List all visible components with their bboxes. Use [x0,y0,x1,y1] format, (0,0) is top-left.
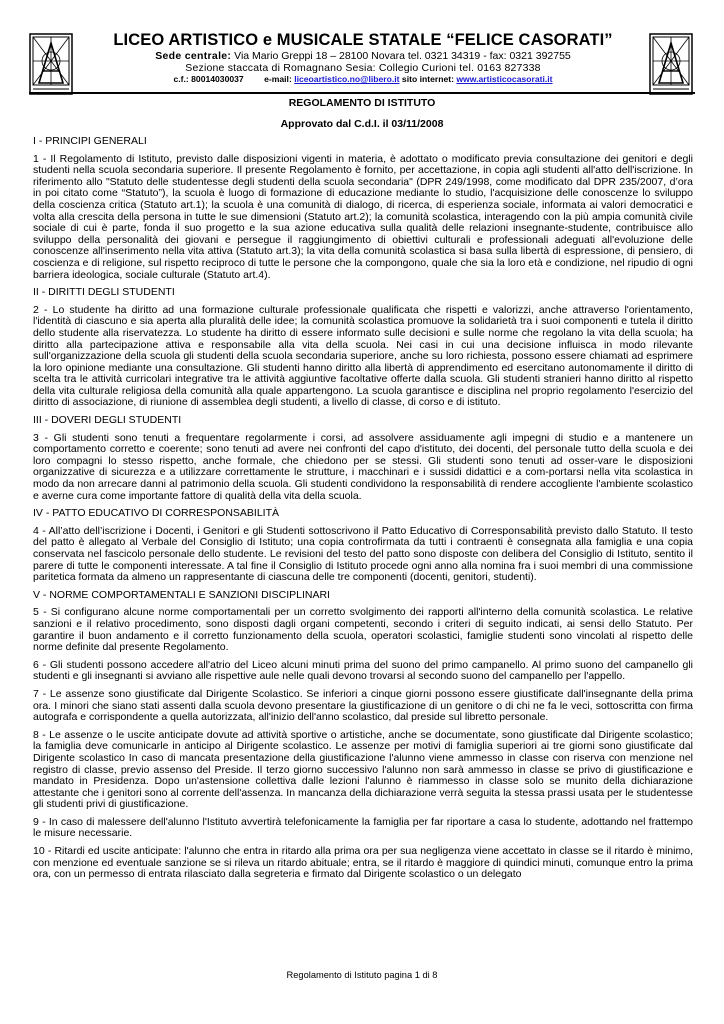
email-link[interactable]: liceoartistico.no@libero.it [294,74,400,84]
section-heading: I - PRINCIPI GENERALI [33,135,147,147]
document-title: REGOLAMENTO DI ISTITUTO [288,97,436,109]
school-logo-left [29,33,73,95]
email-label: e-mail: [264,74,292,84]
document-body [33,136,693,887]
paragraph: 6 - Gli studenti possono accedere all'atrio del Liceo alcuni minuti prima del suono del primo campanello. Al primo suono del campanello gli studenti e gli insegnanti si avviano alle rispettive aule nelle quali devono trovarsi al secondo suono del campanello per l'appello. [33,658,693,683]
paragraph: 5 - Si configurano alcune norme comportamentali per un corretto svolgimento dei rapporti all'interno della comunità scolastica. Le relative sanzioni e il relativo procedimento, sono disposti dagli organi competenti, secondo i criteri di seguito indicati, ai sensi dello Statuto. Per garantire il buon andamento e il corretto funzionamento della scuola, operatori scolastici, famiglie studenti sono vincolati al rispetto delle norme definite dal presente Regolamento. [33,606,693,654]
header-divider [29,92,695,94]
sede-line [80,50,646,62]
contacts-line [80,74,646,85]
sede-address: Via Mario Greppi 18 – 28100 Novara tel. 0321 34319 - fax: 0321 392755 [231,50,571,62]
paragraph: 9 - In caso di malessere dell'alunno l'Istituto avvertirà telefonicamente la famiglia per far riportare a casa lo studente, adottando nel frattempo le misure necessarie. [33,815,693,840]
section-heading: III - DOVERI DEGLI STUDENTI [33,414,182,427]
school-name: LICEO ARTISTICO e MUSICALE STATALE “FELICE CASORATI” [113,31,613,49]
paragraph: 1 - Il Regolamento di Istituto, previsto dalle disposizioni vigenti in materia, è adottato o modificato previa consultazione dei genitori e degli studenti nella scuola secondaria superiore. Il presente Regolamento è fornito, per accettazione, in copia agli studenti all'atto dell'iscrizione. In riferimento allo "Statuto delle studentesse degli studenti della scuola secondaria" (DPR 249/1998, come modificato dal DPR 235/2007, d’ora in poi citato come “Statuto”), la scuola è luogo di formazione di educazione mediante lo studio, l'acquisizione delle conoscenze lo sviluppo della coscienza critica (Statuto art.1); la scuola è una comunità di dialogo, di ricerca, di esperienza sociale, informata ai valori democratici e volta alla crescita della persona in tutte le sue dimensioni (Statuto art.2); la comunità scolastica, interagendo con la più ampia comunità civile sociale di cui è parte, fonda il suo progetto e la sua azione educativa sulla qualità delle relazioni insegnante-studente, contribuisce allo sviluppo della personalità dei giovani e persegue il raggiungimento di obiettivi culturali e professionali adeguati all'evoluzione delle conoscenze all'inserimento nella vita attiva (Statuto art.3); la vita della comunità scolastica si basa sulla libertà di espressione, di pensiero, di coscienza e di religione, sul rispetto reciproco di tutte le persone che la compongono, quale che sia la loro età e condizione, nel ripudio di ogni barriera ideologica, sociale culturale (Statuto art.4). [33,152,693,281]
paragraph: 4 - All’atto dell’iscrizione i Docenti, i Genitori e gli Studenti sottoscrivono il Patto Educativo di Corresponsabilità previsto dallo Statuto. Il testo del patto è allegato al Verbale del Consiglio di Istituto; una copia controfirmata da tutti i contraenti è consegnata alla famiglia e una copia conservata nel fascicolo personale dello studente. Le revisioni del testo del patto sono disposte con delibera del Consiglio di Istituto, sentito il parere di tutte le componenti interessate. A tal fine il Consiglio di Istituto procede ogni anno alla nomina fra i suoi membri di una commissione paritetica formata da almeno un rappresentante di ciascuna delle tre componenti (docenti, genitori, studenti). [33,524,693,584]
paragraph: 10 - Ritardi ed uscite anticipate: l'alunno che entra in ritardo alla prima ora per sua negligenza viene accettato in classe se il ritardo è minimo, con menzione ed eventuale sanzione se si rileva un ritardo abituale; entra, se il ritardo è maggiore di quindici minuti, comunque entro la prima ora, con un permesso di entrata rilasciato dalla segreteria e firmato dal Dirigente scolastico o un delegato [33,845,693,881]
tax-code: c.f.: 80014030037 [173,74,244,84]
paragraph: 3 - Gli studenti sono tenuti a frequentare regolarmente i corsi, ad assolvere assiduamente agli impegni di studio e a mantenere un comportamento corretto e coerente; sono tenuti ad avere nei confronti del capo d'istituto, dei docenti, del personale tutto della scuola e dei loro compagni lo stesso rispetto, anche formale, che chiedono per se stessi. Gli studenti sono tenuti ad osser-vare le disposizioni organizzative di sicurezza e a utilizzare correttamente le strutture, i macchinari e i sussidi didattici e a com-portarsi nella vita scolastica in modo da non arrecare danni al patrimonio della scuola. Gli studenti condividono la responsabilità di rendere accogliente l'ambiente scolastico e averne cura come importante fattore di qualità della vita della scuola. [33,431,693,502]
letterhead [80,31,646,85]
website-link[interactable]: www.artisticocasorati.it [456,74,553,84]
sezione-line: Sezione staccata di Romagnano Sesia: Collegio Curioni tel. 0163 827338 [185,62,541,74]
section-heading: IV - PATTO EDUCATIVO DI CORRESPONSABILITÀ [33,507,280,520]
paragraph: 8 - Le assenze o le uscite anticipate dovute ad attività sportive o artistiche, anche se documentate, sono giustificate dal Dirigente scolastico; la famiglia deve comunicarle in anticipo al Dirigente scolastico. Le assenze per motivi di famiglia superiori ai tre giorni sono giustificate dal Dirigente scolastico In caso di mancata presentazione della giustificazione l'alunno viene ammesso in classe con riserva con menzione nel registro di classe, previo assenso del Preside. Il terzo giorno successivo l'alunno non sarà ammesso in classe se privo di giustificazione e mandato in Presidenza. Dopo un'astensione collettiva dalle lezioni l'alunno è riammesso in classe solo se munito della dichiarazione attestante che i genitori sono al corrente dell'assenza. In mancanza della dichiarazione verrà seguita la stessa prassi usata per le studentesse gli studenti privi di giustificazione. [33,728,693,811]
sede-label: Sede centrale: [155,50,232,62]
school-logo-right [649,33,693,95]
section-heading: II - DIRITTI DEGLI STUDENTI [33,286,175,299]
site-label: sito internet: [401,74,454,84]
section-heading: V - NORME COMPORTAMENTALI E SANZIONI DISCIPLINARI [33,588,330,601]
page-footer: Regolamento di Istituto pagina 1 di 8 [286,970,438,980]
approval-line: Approvato dal C.d.I. il 03/11/2008 [280,118,444,130]
paragraph: 7 - Le assenze sono giustificate dal Dirigente Scolastico. Se inferiori a cinque giorni possono essere giustificate dall'insegnante della prima ora. I minori che siano stati assenti dalla scuola devono presentare la giustificazione di un genitore o di chi ne fa le veci, sottoscritta con firma autografa e corrispondente a quella autorizzata, all'inizio dell'anno scolastico, dal preside sul libretto personale. [33,687,693,724]
paragraph: 2 - Lo studente ha diritto ad una formazione culturale professionale qualificata che rispetti e valorizzi, anche attraverso l'orientamento, l'identità di ciascuno e sia aperta alla pluralità delle idee; la comunità scolastica promuove la solidarietà tra i suoi componenti e tutela il diritto dello studente alla riservatezza. Lo studente ha diritto di essere informato sulle decisioni e sulle norme che regolano la vita della scuola; ha diritto alla partecipazione attiva e responsabile alla vita della scuola. Nei casi in cui una decisione influisca in modo rilevante sull'organizzazione della scuola gli studenti della scuola secondaria superiore, anche su loro richiesta, possono essere chiamati ad esprimere la loro opinione mediante una consultazione. Gli studenti hanno diritto alla libertà di apprendimento ed esercitano autonomamente il diritto di scelta tra le attività curricolari integrative tra le attività aggiuntive facoltative offerte dalla scuola. Gli studenti stranieri hanno diritto al rispetto della vita culturale religiosa della comunità alla quale appartengono. La scuola garantisce e disciplina nel proprio regolamento l'esercizio del diritto di associazione, di riunione di assemblea degli studenti, a livello di classe, di corso e di istituto. [33,303,693,409]
